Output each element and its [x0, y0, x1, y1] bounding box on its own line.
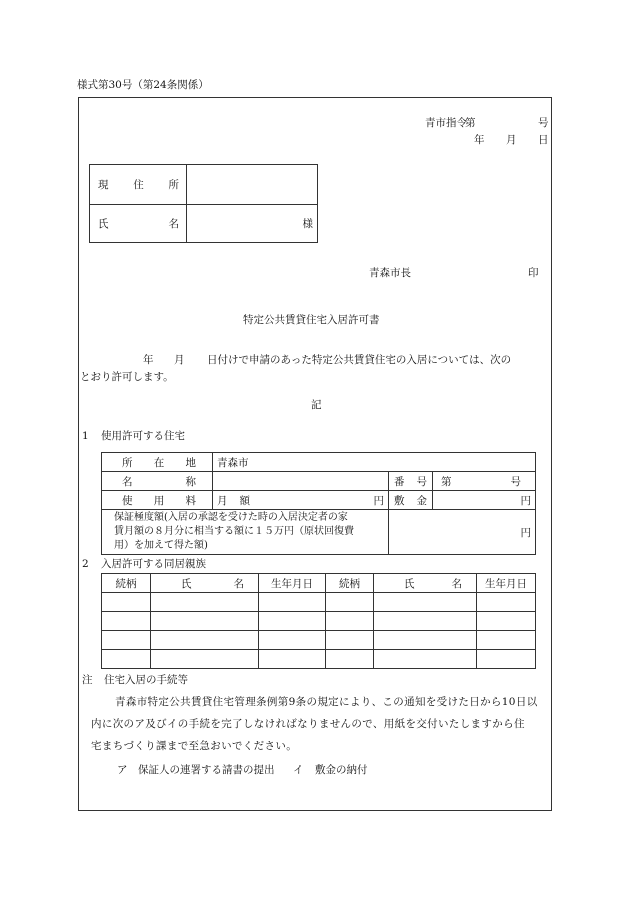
col-header: 生年月日	[271, 577, 313, 590]
ref-prefix: 青市指令	[425, 117, 467, 129]
date-month: 月	[506, 134, 517, 146]
item-a-mark: ア	[117, 764, 128, 776]
section2-num: 2	[82, 558, 89, 570]
issuer-seal: 印	[528, 267, 539, 279]
section1-num: 1	[82, 430, 89, 442]
rent-value-cell	[213, 491, 389, 510]
col-relation	[326, 574, 374, 593]
item-b: 敷金の納付	[315, 764, 368, 776]
col-name	[374, 574, 477, 593]
deposit-value-cell	[433, 491, 536, 510]
guarantee-value-cell	[389, 510, 536, 555]
label-char: 使	[122, 494, 133, 507]
notes-para: 青森市特定公共賃貸住宅管理条例第9条の規定により、この通知を受けた日から10日以	[115, 696, 538, 708]
col-birthdate	[259, 574, 326, 593]
body-ki: 記	[311, 399, 322, 411]
col-header: 続柄	[339, 577, 360, 590]
location-value: 青森市	[217, 456, 249, 469]
guarantee-yen: 円	[520, 526, 531, 539]
deposit-yen: 円	[520, 494, 531, 507]
table-row	[102, 593, 536, 612]
body-line1: 日付けで申請のあった特定公共賃貸住宅の入居については、次の	[207, 354, 512, 366]
form-label: 様式第30号（第24条関係）	[77, 79, 209, 91]
notes-label: 注	[82, 674, 93, 686]
name-label-char: 名	[168, 218, 179, 230]
guarantee-text: 保証極度額(入居の承認を受けた時の入居決定者の家	[114, 512, 348, 523]
label-char: 在	[153, 456, 165, 469]
label-char: 所	[122, 456, 133, 469]
col-header-char: 名	[233, 577, 244, 590]
col-header: 続柄	[115, 577, 137, 590]
number-value-cell	[433, 472, 536, 491]
table-row	[102, 631, 536, 650]
label-char: 用	[153, 494, 165, 507]
location-value-cell	[213, 453, 536, 472]
name-value-cell	[213, 472, 389, 491]
notes-para: 内に次のア及びイの手続を完了しなければなりませんので、用紙を交付いたしますから住	[91, 718, 525, 730]
name-label-cell	[90, 205, 187, 243]
number-dai: 第	[441, 475, 452, 488]
rent-char: 額	[239, 494, 250, 507]
recipient-table	[89, 164, 318, 243]
body-year: 年	[143, 354, 154, 366]
address-label-char: 所	[168, 179, 179, 191]
item-b-mark: イ	[293, 764, 304, 776]
section2-heading: 入居許可する同居親族	[101, 558, 206, 570]
table-row	[102, 650, 536, 669]
guarantee-label-cell	[102, 510, 389, 555]
address-label-cell	[90, 165, 187, 205]
rent-yen: 円	[373, 494, 384, 507]
guarantee-text: 用）を加えて得た額)	[114, 540, 208, 551]
notes-para: 宅まちづくり課まで至急おいでください。	[91, 740, 298, 752]
guarantee-text: 賃月額の８月分に相当する額に１５万円（原状回復費	[114, 526, 354, 537]
family-table	[101, 573, 536, 669]
ref-dai: 第	[465, 117, 476, 129]
name-label-cell	[102, 472, 213, 491]
ref-go: 号	[538, 117, 549, 129]
deposit-label-cell	[389, 491, 433, 510]
col-name	[151, 574, 259, 593]
notes-heading: 住宅入居の手続等	[104, 674, 188, 686]
name-label-char: 氏	[98, 218, 109, 230]
table-row	[102, 612, 536, 631]
label-char: 番	[394, 475, 405, 488]
name-value-cell	[187, 205, 318, 243]
col-birthdate	[477, 574, 536, 593]
rent-char: 月	[217, 494, 228, 507]
col-header-char: 氏	[181, 577, 192, 590]
sama-suffix: 様	[302, 218, 313, 230]
item-a: 保証人の連署する請書の提出	[138, 764, 275, 776]
number-go: 号	[510, 475, 521, 488]
date-year: 年	[474, 134, 485, 146]
label-char: 名	[122, 475, 133, 488]
address-label-char: 住	[133, 179, 144, 191]
issuer-title: 青森市長	[369, 267, 411, 279]
col-header: 生年月日	[485, 577, 527, 590]
location-label-cell	[102, 453, 213, 472]
section1-heading: 使用許可する住宅	[101, 430, 185, 442]
body-line2: とおり許可します。	[80, 371, 174, 383]
label-char: 称	[185, 475, 196, 488]
label-char: 金	[416, 494, 427, 507]
col-header-char: 氏	[404, 577, 415, 590]
col-header-char: 名	[451, 577, 462, 590]
col-relation	[102, 574, 151, 593]
rent-label-cell	[102, 491, 213, 510]
label-char: 号	[416, 475, 427, 488]
label-char: 地	[185, 456, 196, 469]
label-char: 敷	[394, 494, 405, 507]
address-value-cell	[187, 165, 318, 205]
label-char: 料	[185, 494, 196, 507]
doc-title: 特定公共賃貸住宅入居許可書	[243, 314, 380, 326]
address-label-char: 現	[98, 179, 109, 191]
housing-table	[101, 452, 536, 555]
number-label-cell	[389, 472, 433, 491]
date-day: 日	[538, 134, 549, 146]
body-month: 月	[174, 354, 185, 366]
